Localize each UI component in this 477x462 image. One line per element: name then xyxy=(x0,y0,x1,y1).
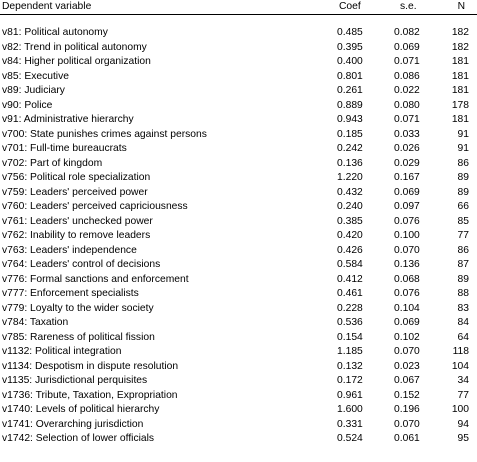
coef-cell: 0.889 xyxy=(337,99,363,111)
variable-cell: v81: Political autonomy xyxy=(2,27,108,38)
variable-cell: v779: Loyalty to the wider society xyxy=(2,302,154,314)
se-cell: 0.067 xyxy=(394,375,420,386)
n-cell: 34 xyxy=(457,375,469,386)
table-body xyxy=(0,26,477,447)
coef-cell: 1.185 xyxy=(337,346,363,357)
coef-cell: 0.261 xyxy=(337,85,363,96)
variable-cell: v1135: Jurisdictional perquisites xyxy=(2,375,148,386)
table-row xyxy=(0,113,477,128)
n-cell: 77 xyxy=(457,389,469,401)
n-cell: 86 xyxy=(457,244,469,256)
variable-cell: v776: Formal sanctions and enforcement xyxy=(2,273,189,285)
variable-cell: v1741: Overarching jurisdiction xyxy=(2,418,144,430)
n-cell: 178 xyxy=(451,99,469,111)
n-cell: 181 xyxy=(451,114,469,125)
coef-cell: 0.524 xyxy=(337,433,363,444)
table-row xyxy=(0,26,477,41)
table-row xyxy=(0,331,477,346)
se-cell: 0.196 xyxy=(394,404,420,415)
se-cell: 0.070 xyxy=(394,418,420,430)
coef-cell: 1.220 xyxy=(337,172,363,183)
variable-cell: v759: Leaders' perceived power xyxy=(2,186,148,198)
variable-cell: v777: Enforcement specialists xyxy=(2,288,139,299)
coef-cell: 0.461 xyxy=(337,288,363,299)
coef-cell: 0.136 xyxy=(337,157,363,169)
coef-cell: 0.412 xyxy=(337,273,363,285)
se-cell: 0.069 xyxy=(394,317,420,328)
coef-cell: 1.600 xyxy=(337,404,363,415)
se-cell: 0.076 xyxy=(394,215,420,227)
header-dependent-variable: Dependent variable xyxy=(2,1,92,12)
variable-cell: v756: Political role specialization xyxy=(2,172,151,183)
se-cell: 0.061 xyxy=(394,433,420,444)
variable-cell: v784: Taxation xyxy=(2,317,69,328)
se-cell: 0.070 xyxy=(394,346,420,357)
variable-cell: v700: State punishes crimes against persons xyxy=(2,128,207,140)
se-cell: 0.033 xyxy=(394,128,420,140)
variable-cell: v761: Leaders' unchecked power xyxy=(2,215,153,227)
table-row xyxy=(0,418,477,433)
variable-cell: v85: Executive xyxy=(2,70,69,82)
se-cell: 0.029 xyxy=(394,157,420,169)
table-row xyxy=(0,171,477,186)
variable-cell: v1736: Tribute, Taxation, Expropriation xyxy=(2,389,178,401)
n-cell: 88 xyxy=(457,288,469,299)
table-row xyxy=(0,287,477,302)
table-row xyxy=(0,128,477,143)
coef-cell: 0.943 xyxy=(337,114,363,125)
se-cell: 0.100 xyxy=(394,230,420,241)
n-cell: 182 xyxy=(451,41,469,53)
table-row xyxy=(0,258,477,273)
variable-cell: v90: Police xyxy=(2,99,53,111)
se-cell: 0.152 xyxy=(394,389,420,401)
coef-cell: 0.426 xyxy=(337,244,363,256)
n-cell: 89 xyxy=(457,172,469,183)
coef-cell: 0.801 xyxy=(337,70,363,82)
n-cell: 86 xyxy=(457,157,469,169)
n-cell: 84 xyxy=(457,317,469,328)
coef-cell: 0.961 xyxy=(337,389,363,401)
coef-cell: 0.242 xyxy=(337,143,363,154)
variable-cell: v1740: Levels of political hierarchy xyxy=(2,404,160,415)
coef-cell: 0.172 xyxy=(337,375,363,386)
variable-cell: v702: Part of kingdom xyxy=(2,157,103,169)
coef-cell: 0.485 xyxy=(337,27,363,38)
n-cell: 89 xyxy=(457,273,469,285)
coef-cell: 0.331 xyxy=(337,418,363,430)
se-cell: 0.068 xyxy=(394,273,420,285)
table-row xyxy=(0,360,477,375)
coef-cell: 0.228 xyxy=(337,302,363,314)
n-cell: 85 xyxy=(457,215,469,227)
se-cell: 0.071 xyxy=(394,56,420,67)
n-cell: 94 xyxy=(457,418,469,430)
coef-cell: 0.420 xyxy=(337,230,363,241)
table-header xyxy=(0,0,477,15)
coef-cell: 0.240 xyxy=(337,201,363,212)
n-cell: 66 xyxy=(457,201,469,212)
variable-cell: v82: Trend in political autonomy xyxy=(2,41,147,53)
variable-cell: v760: Leaders' perceived capriciousness xyxy=(2,201,188,212)
variable-cell: v763: Leaders' independence xyxy=(2,244,137,256)
coef-cell: 0.395 xyxy=(337,41,363,53)
variable-cell: v1132: Political integration xyxy=(2,346,122,357)
table-row xyxy=(0,215,477,230)
n-cell: 181 xyxy=(451,85,469,96)
variable-cell: v701: Full-time bureaucrats xyxy=(2,143,127,154)
variable-cell: v89: Judiciary xyxy=(2,85,65,96)
table-row xyxy=(0,70,477,85)
variable-cell: v1134: Despotism in dispute resolution xyxy=(2,360,179,372)
header-se: s.e. xyxy=(400,1,417,12)
table-row xyxy=(0,41,477,56)
n-cell: 100 xyxy=(451,404,469,415)
header-n: N xyxy=(457,1,465,12)
coef-cell: 0.185 xyxy=(337,128,363,140)
n-cell: 104 xyxy=(451,360,469,372)
table-row xyxy=(0,403,477,418)
table-row xyxy=(0,244,477,259)
variable-cell: v84: Higher political organization xyxy=(2,56,151,67)
se-cell: 0.069 xyxy=(394,41,420,53)
table-row xyxy=(0,302,477,317)
table-row xyxy=(0,389,477,404)
coef-cell: 0.584 xyxy=(337,259,363,270)
table-row xyxy=(0,229,477,244)
se-cell: 0.070 xyxy=(394,244,420,256)
header-coef: Coef xyxy=(339,1,361,12)
coef-cell: 0.536 xyxy=(337,317,363,328)
n-cell: 181 xyxy=(451,70,469,82)
coef-cell: 0.400 xyxy=(337,56,363,67)
coef-cell: 0.154 xyxy=(337,331,363,343)
se-cell: 0.026 xyxy=(394,143,420,154)
n-cell: 95 xyxy=(457,433,469,444)
se-cell: 0.071 xyxy=(394,114,420,125)
table-row xyxy=(0,84,477,99)
n-cell: 87 xyxy=(457,259,469,270)
se-cell: 0.022 xyxy=(394,85,420,96)
coef-cell: 0.432 xyxy=(337,186,363,198)
n-cell: 181 xyxy=(451,56,469,67)
table-row xyxy=(0,99,477,114)
table-row xyxy=(0,432,477,447)
header-spacer xyxy=(0,15,477,26)
table-row xyxy=(0,55,477,70)
variable-cell: v762: Inability to remove leaders xyxy=(2,230,151,241)
variable-cell: v785: Rareness of political fission xyxy=(2,331,155,343)
table-row xyxy=(0,374,477,389)
n-cell: 64 xyxy=(457,331,469,343)
n-cell: 89 xyxy=(457,186,469,198)
table-row xyxy=(0,345,477,360)
table-row xyxy=(0,142,477,157)
table-row xyxy=(0,186,477,201)
se-cell: 0.069 xyxy=(394,186,420,198)
n-cell: 77 xyxy=(457,230,469,241)
n-cell: 91 xyxy=(457,128,469,140)
se-cell: 0.102 xyxy=(394,331,420,343)
se-cell: 0.136 xyxy=(394,259,420,270)
n-cell: 91 xyxy=(457,143,469,154)
variable-cell: v764: Leaders' control of decisions xyxy=(2,259,161,270)
se-cell: 0.082 xyxy=(394,27,420,38)
table-row xyxy=(0,273,477,288)
se-cell: 0.097 xyxy=(394,201,420,212)
variable-cell: v1742: Selection of lower officials xyxy=(2,433,155,444)
n-cell: 118 xyxy=(452,346,469,357)
se-cell: 0.167 xyxy=(394,172,420,183)
coef-cell: 0.132 xyxy=(337,360,363,372)
variable-cell: v91: Administrative hierarchy xyxy=(2,114,134,125)
n-cell: 182 xyxy=(451,27,469,38)
table-row xyxy=(0,316,477,331)
se-cell: 0.086 xyxy=(394,70,420,82)
table-row xyxy=(0,157,477,172)
se-cell: 0.104 xyxy=(394,302,420,314)
se-cell: 0.023 xyxy=(394,360,420,372)
table-row xyxy=(0,200,477,215)
n-cell: 83 xyxy=(457,302,469,314)
se-cell: 0.080 xyxy=(394,99,420,111)
se-cell: 0.076 xyxy=(394,288,420,299)
coef-cell: 0.385 xyxy=(337,215,363,227)
